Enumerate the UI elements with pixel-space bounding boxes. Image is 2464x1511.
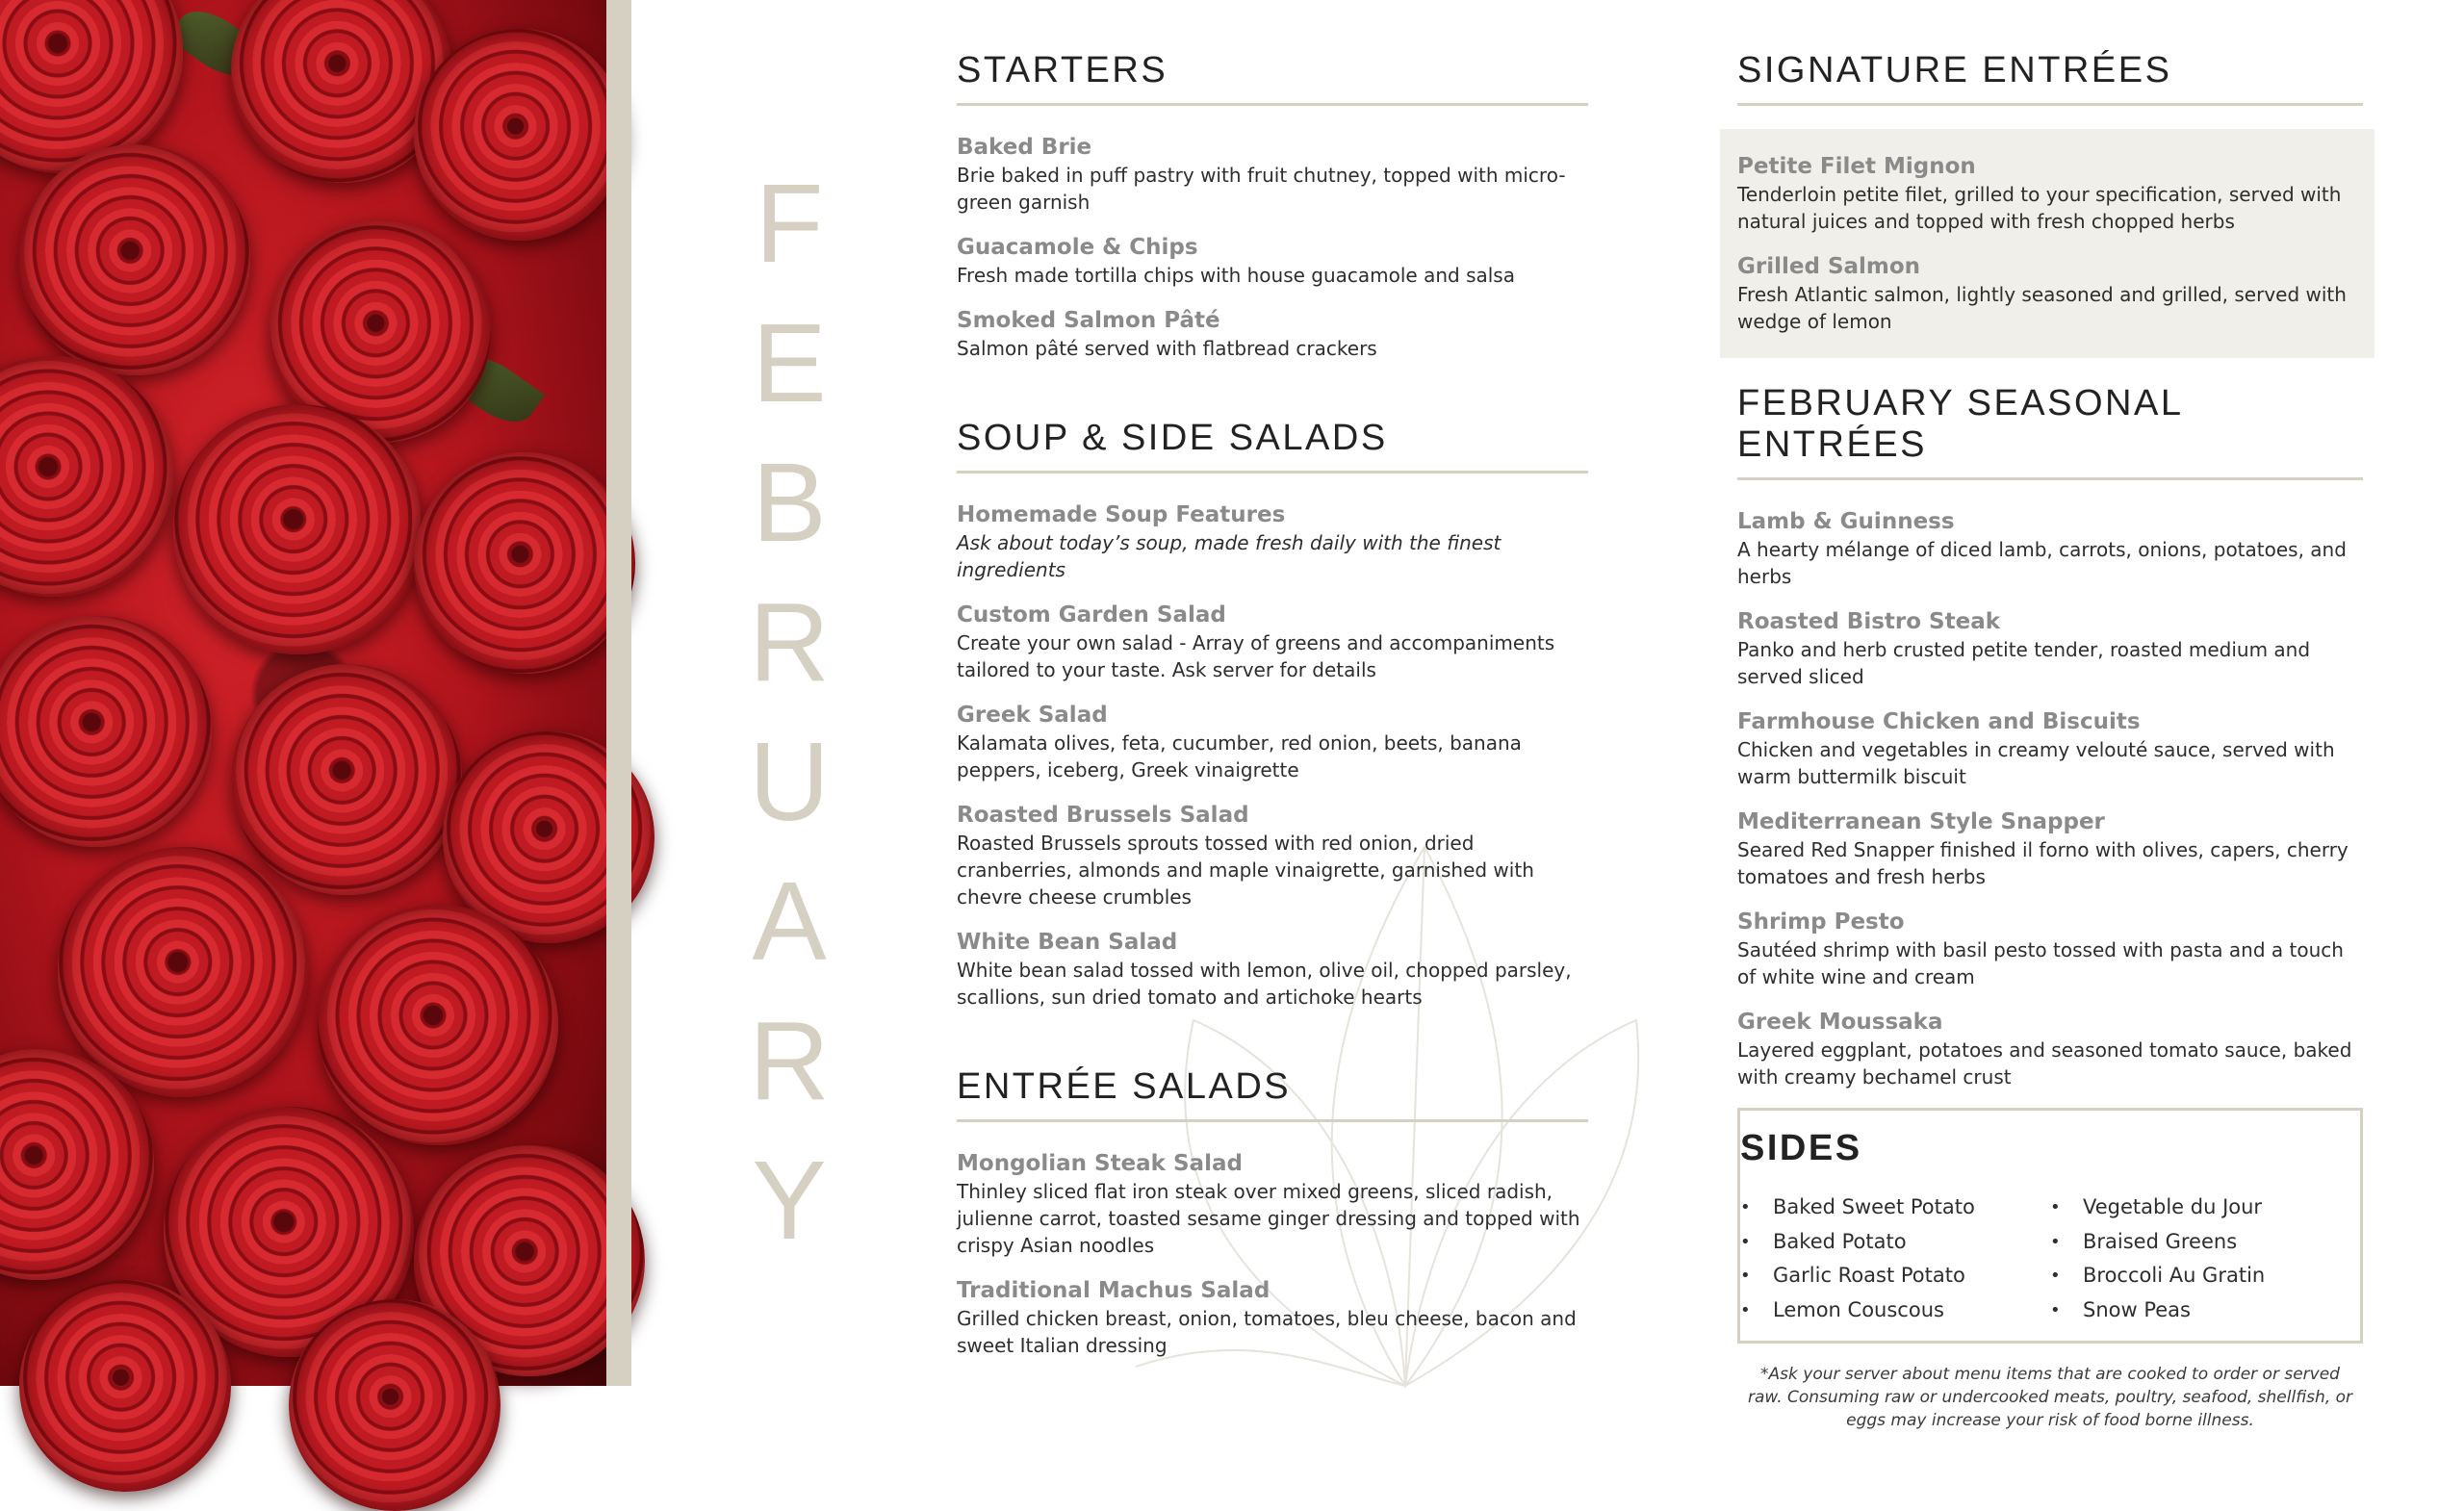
item-name: Custom Garden Salad — [957, 602, 1226, 627]
item-name: Greek Salad — [957, 703, 1108, 728]
month-vertical-title — [732, 154, 847, 1270]
starters-section — [957, 50, 1588, 362]
left-menu-column — [957, 50, 1588, 1376]
side-item: • Snow Peas — [2050, 1293, 2360, 1328]
month-letter: R — [749, 998, 830, 1123]
sides-list-left — [1740, 1191, 2050, 1327]
menu-item — [957, 306, 1588, 362]
rose — [414, 29, 626, 241]
signature-entrees-title: SIGNATURE ENTRÉES — [1737, 50, 2363, 106]
menu-item — [1737, 152, 2357, 235]
side-item: • Baked Sweet Potato — [1740, 1191, 2050, 1225]
menu-item — [957, 233, 1588, 289]
side-item: • Lemon Couscous — [1740, 1293, 2050, 1328]
menu-item — [1737, 908, 2363, 990]
item-name: Mediterranean Style Snapper — [1737, 809, 2105, 834]
item-description: Ask about today’s soup, made fresh daily with the finest ingredients — [957, 531, 1502, 581]
menu-item — [1737, 807, 2363, 890]
item-name: Petite Filet Mignon — [1737, 154, 1976, 179]
menu-item — [1737, 1008, 2363, 1090]
side-item: • Baked Potato — [1740, 1225, 2050, 1260]
menu-item — [957, 500, 1588, 583]
soup-salads-title: SOUP & SIDE SALADS — [957, 418, 1588, 474]
item-name: Lamb & Guinness — [1737, 509, 1955, 534]
month-letter: B — [752, 440, 827, 565]
soup-salads-section — [957, 418, 1588, 1011]
seasonal-entrees-title: FEBRUARY SEASONAL ENTRÉES — [1737, 383, 2363, 480]
item-name: Baked Brie — [957, 135, 1092, 160]
menu-item — [957, 1276, 1588, 1359]
side-item: • Braised Greens — [2050, 1225, 2360, 1260]
item-description: Thinley sliced flat iron steak over mixed greens, sliced radish, julienne carrot, toasted sesame ginger dressing and topped with crispy Asian noodles — [957, 1180, 1580, 1257]
item-name: Shrimp Pesto — [1737, 909, 1905, 935]
item-description: Fresh made tortilla chips with house guacamole and salsa — [957, 264, 1515, 287]
item-description: Roasted Brussels sprouts tossed with red onion, dried cranberries, almonds and maple vinaigrette, garnished with chevre cheese crumbles — [957, 832, 1534, 909]
item-name: Grilled Salmon — [1737, 254, 1921, 279]
month-letter: U — [749, 719, 830, 844]
rose — [19, 1280, 231, 1492]
rose — [19, 144, 250, 375]
rose — [289, 1299, 500, 1511]
menu-item — [957, 701, 1588, 783]
rose — [414, 452, 635, 674]
month-letter: R — [749, 579, 830, 704]
accent-divider — [606, 0, 631, 1386]
item-description: Tenderloin petite filet, grilled to your specification, served with natural juices and topped with fresh chopped herbs — [1737, 183, 2342, 233]
item-description: Grilled chicken breast, onion, tomatoes, bleu cheese, bacon and sweet Italian dressing — [957, 1307, 1577, 1357]
item-description: Panko and herb crusted petite tender, roasted medium and served sliced — [1737, 638, 2311, 688]
item-description: Fresh Atlantic salmon, lightly seasoned and grilled, served with wedge of lemon — [1737, 283, 2347, 333]
menu-item — [1737, 707, 2363, 790]
rose — [231, 664, 462, 895]
rose — [0, 356, 173, 597]
item-description: Chicken and vegetables in creamy velouté sauce, served with warm buttermilk biscuit — [1737, 738, 2335, 788]
item-description: Brie baked in puff pastry with fruit chutney, topped with micro-green garnish — [957, 164, 1566, 214]
menu-item — [1737, 607, 2363, 690]
item-name: Roasted Bistro Steak — [1737, 609, 2001, 634]
item-name: Smoked Salmon Pâté — [957, 308, 1220, 333]
item-description: Sautéed shrimp with basil pesto tossed with pasta and a touch of white wine and cream — [1737, 938, 2344, 988]
menu-item — [1737, 252, 2357, 335]
month-letter: E — [752, 300, 827, 425]
item-name: Mongolian Steak Salad — [957, 1151, 1243, 1176]
month-letter: A — [752, 858, 827, 984]
item-name: Traditional Machus Salad — [957, 1278, 1270, 1303]
item-description: Salmon pâté served with flatbread crackers — [957, 337, 1377, 360]
sides-box — [1737, 1108, 2363, 1344]
item-description: Create your own salad - Array of greens and accompaniments tailored to your taste. Ask server for details — [957, 631, 1555, 681]
menu-item — [957, 1149, 1588, 1259]
signature-entrees-section — [1737, 50, 2363, 358]
item-description: A hearty mélange of diced lamb, carrots, onions, potatoes, and herbs — [1737, 538, 2347, 588]
item-name: Homemade Soup Features — [957, 502, 1286, 527]
food-safety-disclaimer: *Ask your server about menu items that are cooked to order or served raw. Consuming raw or undercooked meats, poultry, seafood, shellfish, or eggs may increase your risk of food borne illness. — [1747, 1365, 2353, 1430]
rose — [0, 616, 212, 847]
side-item: • Broccoli Au Gratin — [2050, 1259, 2360, 1293]
menu-item — [957, 801, 1588, 910]
rose — [318, 905, 558, 1145]
menu-item — [957, 601, 1588, 683]
menu-item — [957, 133, 1588, 216]
item-description: Seared Red Snapper finished il forno with olives, capers, cherry tomatoes and fresh herbs — [1737, 838, 2348, 888]
item-name: Farmhouse Chicken and Biscuits — [1737, 709, 2141, 734]
item-name: White Bean Salad — [957, 930, 1178, 955]
rose — [173, 404, 424, 654]
side-item: • Garlic Roast Potato — [1740, 1259, 2050, 1293]
entree-salads-section — [957, 1066, 1588, 1359]
month-letter: Y — [752, 1138, 827, 1263]
rose — [58, 847, 308, 1097]
starters-title: STARTERS — [957, 50, 1588, 106]
item-name: Greek Moussaka — [1737, 1010, 1943, 1035]
side-item: • Vegetable du Jour — [2050, 1191, 2360, 1225]
menu-item — [1737, 507, 2363, 590]
entree-salads-title: ENTRÉE SALADS — [957, 1066, 1588, 1122]
sides-grid — [1740, 1191, 2360, 1327]
item-name: Guacamole & Chips — [957, 235, 1198, 260]
item-name: Roasted Brussels Salad — [957, 803, 1249, 828]
right-menu-column — [1737, 50, 2363, 1432]
month-letter: F — [755, 161, 824, 286]
sides-list-right — [2050, 1191, 2360, 1327]
roses-photo — [0, 0, 606, 1386]
item-description: White bean salad tossed with lemon, olive oil, chopped parsley, scallions, sun dried tomato and artichoke hearts — [957, 959, 1572, 1009]
menu-item — [957, 928, 1588, 1011]
sides-title: SIDES — [1740, 1128, 1862, 1168]
item-description: Kalamata olives, feta, cucumber, red onion, beets, banana peppers, iceberg, Greek vinaigrette — [957, 731, 1522, 781]
item-description: Layered eggplant, potatoes and seasoned tomato sauce, baked with creamy bechamel crust — [1737, 1038, 2352, 1088]
seasonal-entrees-section — [1737, 383, 2363, 1090]
signature-highlight-box — [1720, 129, 2374, 358]
